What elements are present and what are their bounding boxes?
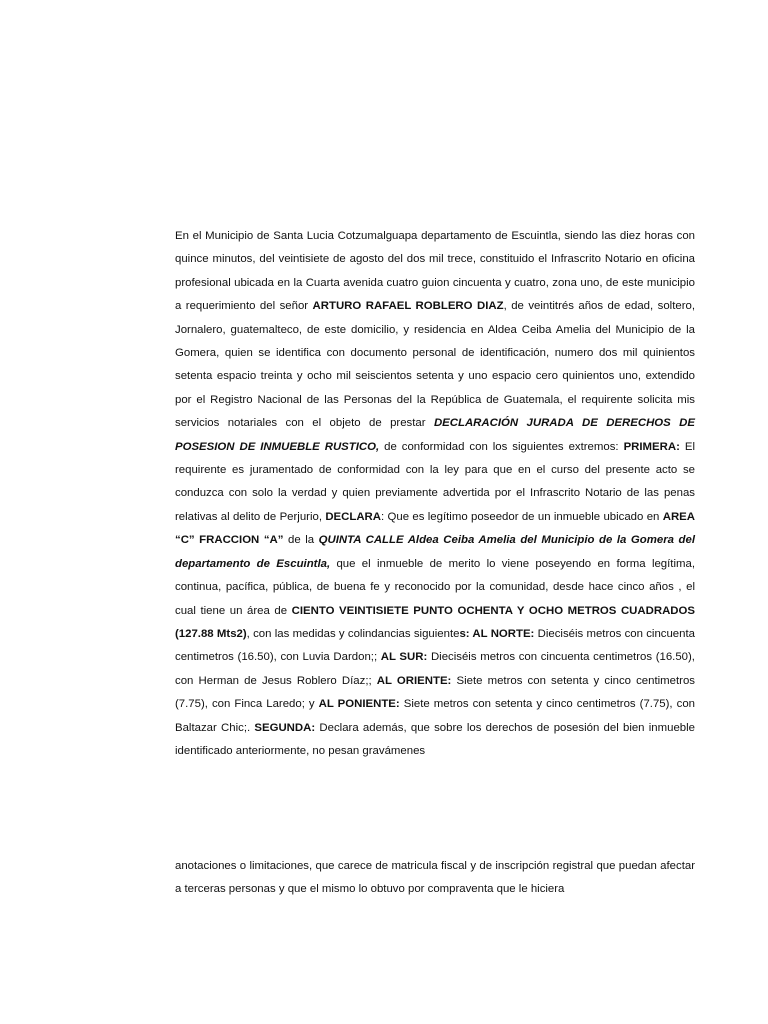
text-segment: de conformidad con los siguientes extremos:	[379, 440, 624, 453]
boundary-south-label: AL SUR:	[380, 651, 428, 664]
text-segment: de la	[283, 534, 319, 547]
text-segment: anotaciones o limitaciones, que carece de matricula fiscal y de inscripción registral que puedan afectar a terceras personas y que el mismo lo obtuvo por compraventa que le hiciera	[175, 860, 695, 896]
location-description: QUINTA CALLE Aldea Ceiba Amelia del Municipio de la Gomera del departamento de Escuintla,	[175, 534, 695, 570]
text-segment: que el inmueble de merito lo viene poseyendo en forma legítima, continua, pacífica, pública, de buena fe y reconocido por la comunidad, desde hace cinco años , el cual tiene un área de	[175, 557, 695, 617]
boundary-west-label: AL PONIENTE:	[318, 698, 400, 711]
paragraph-continuation	[175, 855, 695, 902]
boundary-north-label: s: AL NORTE:	[459, 627, 535, 640]
text-segment: , de veintitrés años de edad, soltero, Jornalero, guatemalteco, de este domicilio, y residencia en Aldea Ceiba Amelia del Municipio de la Gomera, quien se identifica con documento personal de identificación, numero dos mil quinientos setenta espacio treinta y ocho mil seiscientos setenta y uno espacio cero quinientos uno, extendido por el Registro Nacional de las Personas del la República de Guatemala, el requirente solicita mis servicios notariales con el objeto de prestar	[175, 300, 695, 430]
text-segment: Dieciséis metros con cincuenta centimetros (16.50), con Luvia Dardon;;	[175, 627, 695, 664]
text-segment: Siete metros con setenta y cinco centimetros (7.75), con Finca Laredo; y	[175, 674, 695, 711]
area-fraccion: AREA “C” FRACCION “A”	[175, 510, 695, 547]
declara-label: DECLARA	[325, 510, 382, 523]
text-segment: Declara además, que sobre los derechos de posesión del bien inmueble identificado anteriormente, no pesan gravámenes	[175, 721, 695, 757]
area-measure: CIENTO VEINTISIETE PUNTO OCHENTA Y OCHO METROS CUADRADOS (127.88 Mts2)	[175, 604, 695, 640]
requester-name: ARTURO RAFAEL ROBLERO DIAZ	[312, 300, 504, 313]
text-segment: En el Municipio de Santa Lucia Cotzumalguapa departamento de Escuintla, siendo las diez horas con quince minutos, del veintisiete de agosto del dos mil trece, constituido el Infrascrito Notario en oficina profesional ubicada en la Cuarta avenida cuatro guion cincuenta y cuatro, zona uno, de este municipio a requerimiento del señor	[175, 230, 695, 313]
paragraph-main	[175, 225, 695, 763]
boundary-east-label: AL ORIENTE:	[376, 674, 452, 687]
text-segment: : Que es legítimo poseedor de un inmueble ubicado en	[381, 510, 663, 523]
declaration-title: DECLARACIÓN JURADA DE DERECHOS DE POSESION DE INMUEBLE RUSTICO,	[175, 417, 695, 453]
text-segment: Siete metros con setenta y cinco centimetros (7.75), con Baltazar Chic;.	[175, 698, 695, 734]
clause-primera: PRIMERA:	[623, 440, 680, 453]
clause-segunda: SEGUNDA:	[254, 721, 316, 734]
text-segment: Dieciséis metros con cincuenta centimetros (16.50), con Herman de Jesus Roblero Díaz;;	[175, 651, 695, 687]
text-segment: , con las medidas y colindancias siguiente	[246, 627, 460, 640]
text-segment: El requirente es juramentado de conformidad con la ley para que en el curso del presente acto se conduzca con solo la verdad y quien previamente advertida por el Infrascrito Notario de las penas relativas al delito de Perjurio,	[175, 440, 695, 523]
